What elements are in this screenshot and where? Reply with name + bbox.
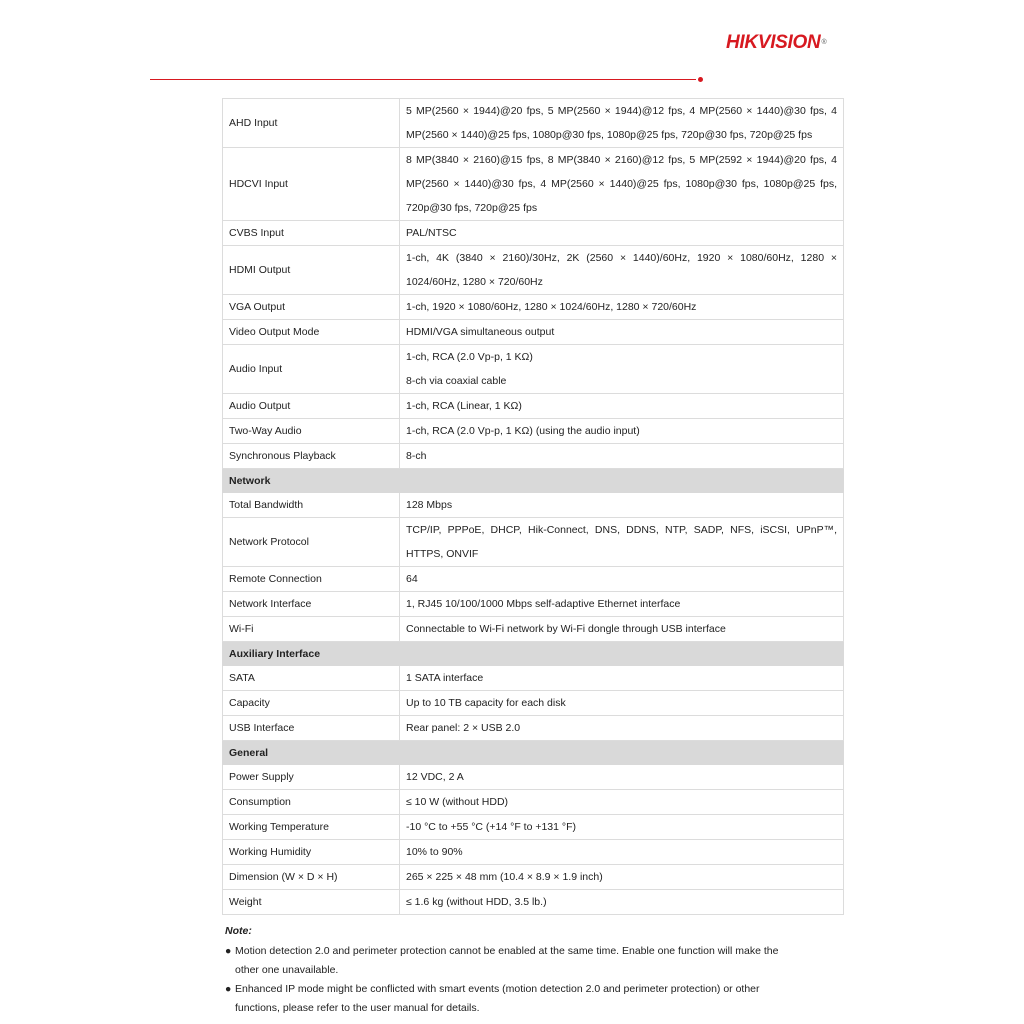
- spec-row: [223, 345, 844, 394]
- spec-value: [400, 790, 844, 815]
- spec-label: CVBS Input: [223, 221, 400, 246]
- note-title: Note:: [225, 925, 252, 937]
- spec-value-line: 64: [406, 573, 418, 585]
- spec-value-line: 265 × 225 × 48 mm (10.4 × 8.9 × 1.9 inch): [406, 871, 603, 883]
- spec-row: [223, 815, 844, 840]
- note-list: [225, 942, 785, 1018]
- bullet-icon: ●: [225, 983, 232, 995]
- spec-table-body: [223, 99, 844, 915]
- spec-row: [223, 691, 844, 716]
- spec-value-line: 8-ch via coaxial cable: [406, 375, 507, 387]
- note-item: [225, 942, 785, 980]
- spec-label: Capacity: [223, 691, 400, 716]
- spec-value-line: Rear panel: 2 × USB 2.0: [406, 722, 521, 734]
- spec-value-line: PAL/NTSC: [406, 227, 457, 239]
- section-header-row: [223, 741, 844, 765]
- spec-row: [223, 295, 844, 320]
- spec-value-line: ≤ 1.6 kg (without HDD, 3.5 lb.): [406, 896, 547, 908]
- spec-value-line: 1-ch, RCA (Linear, 1 KΩ): [406, 400, 522, 412]
- spec-row: [223, 890, 844, 915]
- note-item: [225, 980, 785, 1018]
- spec-value: [400, 840, 844, 865]
- spec-value: [400, 394, 844, 419]
- spec-value-line: Up to 10 TB capacity for each disk: [406, 697, 566, 709]
- spec-label: SATA: [223, 666, 400, 691]
- spec-label: Remote Connection: [223, 567, 400, 592]
- spec-label: Power Supply: [223, 765, 400, 790]
- spec-row: [223, 246, 844, 295]
- spec-value-line: 10% to 90%: [406, 846, 463, 858]
- spec-label: Network Protocol: [223, 518, 400, 567]
- spec-value: [400, 345, 844, 394]
- spec-row: [223, 419, 844, 444]
- spec-row: [223, 221, 844, 246]
- spec-label: Dimension (W × D × H): [223, 865, 400, 890]
- spec-value-line: ≤ 10 W (without HDD): [406, 796, 509, 808]
- spec-label: Total Bandwidth: [223, 493, 400, 518]
- spec-value-line: 1-ch, 1920 × 1080/60Hz, 1280 × 1024/60Hz, 1280 × 720/60Hz: [406, 301, 697, 313]
- spec-row: [223, 518, 844, 567]
- spec-label: AHD Input: [223, 99, 400, 148]
- spec-value: [400, 295, 844, 320]
- header-divider: [150, 79, 696, 80]
- spec-label: Audio Output: [223, 394, 400, 419]
- spec-row: [223, 444, 844, 469]
- spec-label: Weight: [223, 890, 400, 915]
- hikvision-logo: [726, 33, 826, 53]
- section-header: General: [223, 741, 844, 765]
- spec-value: [400, 765, 844, 790]
- spec-value: [400, 617, 844, 642]
- note-section: [225, 925, 785, 1018]
- spec-value-line: 8 MP(3840 × 2160)@15 fps, 8 MP(3840 × 2160)@12 fps, 5 MP(2592 × 1944)@20 fps, 4 MP(2560 × 1440)@30 fps, 4 MP(2560 × 1440)@25 fps, 1080p@30 fps, 1080p@25 fps, 720p@30 fps, 720p@25 fps: [406, 154, 837, 214]
- spec-value: [400, 815, 844, 840]
- spec-value-line: 1-ch, RCA (2.0 Vp-p, 1 KΩ) (using the audio input): [406, 425, 640, 437]
- spec-value-line: HDMI/VGA simultaneous output: [406, 326, 555, 338]
- spec-row: [223, 320, 844, 345]
- spec-value-line: 8-ch: [406, 450, 427, 462]
- spec-value-line: 5 MP(2560 × 1944)@20 fps, 5 MP(2560 × 1944)@12 fps, 4 MP(2560 × 1440)@30 fps, 4 MP(2560 × 1440)@25 fps, 1080p@30 fps, 1080p@25 fps, 720p@30 fps, 720p@25 fps: [406, 105, 837, 141]
- spec-row: [223, 716, 844, 741]
- spec-value: [400, 865, 844, 890]
- logo-registered-mark: ®: [821, 39, 827, 46]
- spec-value-line: 1, RJ45 10/100/1000 Mbps self-adaptive Ethernet interface: [406, 598, 681, 610]
- section-header: Network: [223, 469, 844, 493]
- spec-value-line: 1-ch, 4K (3840 × 2160)/30Hz, 2K (2560 × 1440)/60Hz, 1920 × 1080/60Hz, 1280 × 1024/60Hz, 1280 × 720/60Hz: [406, 252, 837, 288]
- spec-value: [400, 666, 844, 691]
- spec-label: Synchronous Playback: [223, 444, 400, 469]
- spec-value-line: 1 SATA interface: [406, 672, 484, 684]
- spec-label: Working Humidity: [223, 840, 400, 865]
- spec-label: Two-Way Audio: [223, 419, 400, 444]
- spec-value-line: -10 °C to +55 °C (+14 °F to +131 °F): [406, 821, 576, 833]
- spec-value: [400, 148, 844, 221]
- spec-row: [223, 666, 844, 691]
- spec-value-line: TCP/IP, PPPoE, DHCP, Hik-Connect, DNS, DDNS, NTP, SADP, NFS, iSCSI, UPnP™, HTTPS, ONVIF: [406, 524, 837, 560]
- spec-row: [223, 592, 844, 617]
- spec-label: Audio Input: [223, 345, 400, 394]
- spec-row: [223, 493, 844, 518]
- spec-value-line: 1-ch, RCA (2.0 Vp-p, 1 KΩ): [406, 351, 533, 363]
- spec-label: Wi-Fi: [223, 617, 400, 642]
- spec-label: USB Interface: [223, 716, 400, 741]
- spec-value: [400, 890, 844, 915]
- spec-table: [222, 98, 844, 915]
- spec-label: HDCVI Input: [223, 148, 400, 221]
- section-header-row: [223, 642, 844, 666]
- spec-value: [400, 419, 844, 444]
- spec-row: [223, 865, 844, 890]
- spec-value-line: 12 VDC, 2 A: [406, 771, 464, 783]
- spec-label: Video Output Mode: [223, 320, 400, 345]
- logo-vision-text: VISION: [757, 32, 821, 53]
- spec-value: [400, 592, 844, 617]
- spec-row: [223, 840, 844, 865]
- spec-value: [400, 444, 844, 469]
- spec-value: [400, 493, 844, 518]
- spec-row: [223, 617, 844, 642]
- spec-value: [400, 320, 844, 345]
- section-header: Auxiliary Interface: [223, 642, 844, 666]
- spec-value: [400, 716, 844, 741]
- spec-value: [400, 691, 844, 716]
- spec-label: VGA Output: [223, 295, 400, 320]
- spec-value: [400, 99, 844, 148]
- spec-value: [400, 567, 844, 592]
- spec-value: [400, 246, 844, 295]
- spec-label: Consumption: [223, 790, 400, 815]
- spec-value-line: 128 Mbps: [406, 499, 453, 511]
- logo-hik-text: HIK: [726, 32, 758, 53]
- spec-row: [223, 567, 844, 592]
- header-divider-dot: [698, 77, 703, 82]
- note-item-text: Enhanced IP mode might be conflicted with smart events (motion detection 2.0 and perimeter protection) or other functions, please refer to the user manual for details.: [235, 983, 760, 1014]
- section-header-row: [223, 469, 844, 493]
- spec-row: [223, 765, 844, 790]
- spec-label: Network Interface: [223, 592, 400, 617]
- note-item-text: Motion detection 2.0 and perimeter protection cannot be enabled at the same time. Enable one function will make the other one unavailable.: [235, 945, 779, 976]
- spec-row: [223, 148, 844, 221]
- spec-label: Working Temperature: [223, 815, 400, 840]
- spec-value: [400, 518, 844, 567]
- bullet-icon: ●: [225, 945, 232, 957]
- spec-label: HDMI Output: [223, 246, 400, 295]
- spec-row: [223, 790, 844, 815]
- spec-value-line: Connectable to Wi-Fi network by Wi-Fi dongle through USB interface: [406, 623, 726, 635]
- spec-row: [223, 99, 844, 148]
- spec-value: [400, 221, 844, 246]
- spec-row: [223, 394, 844, 419]
